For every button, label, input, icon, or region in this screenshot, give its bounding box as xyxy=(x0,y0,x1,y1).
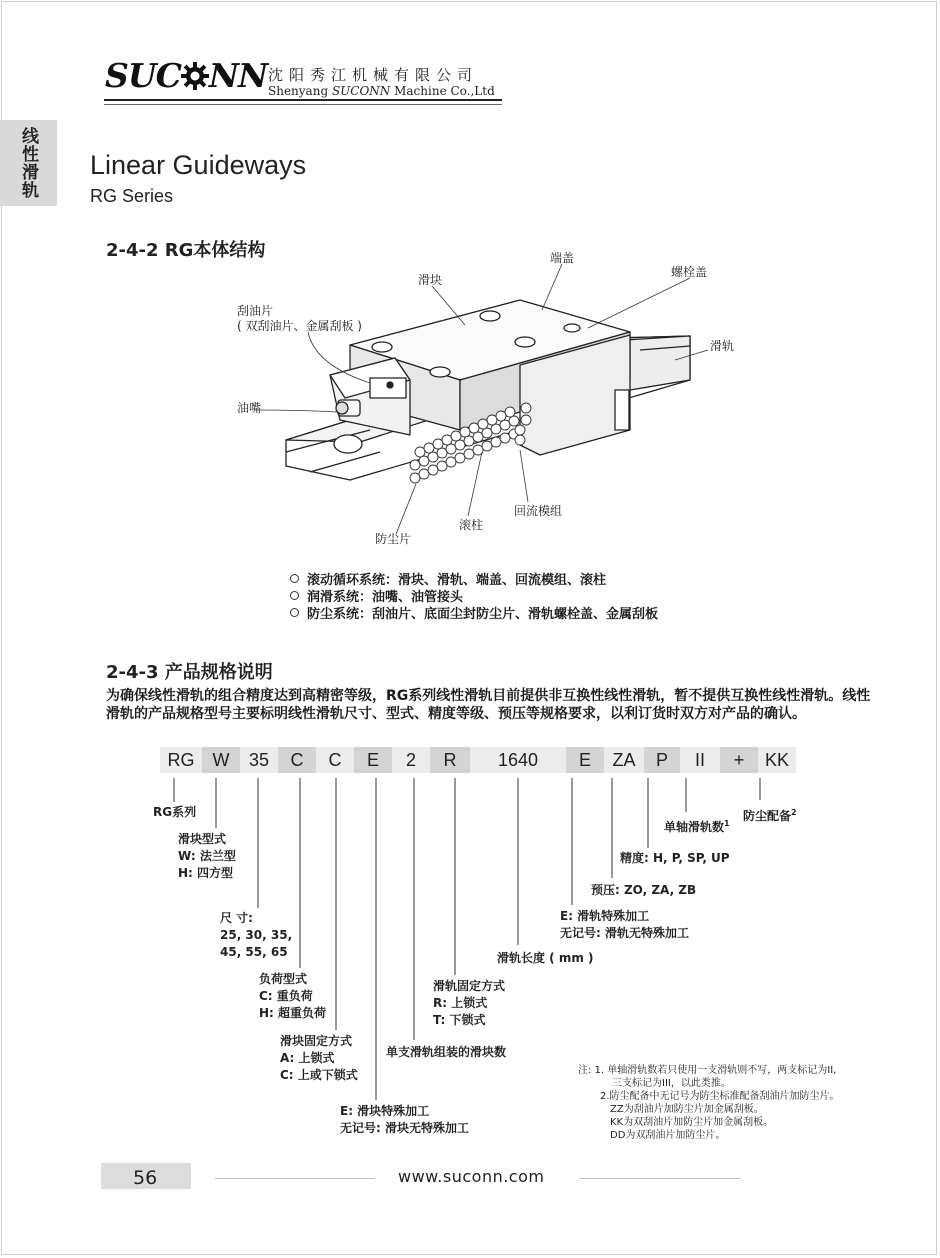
desc-line: 25, 30, 35, xyxy=(220,928,293,942)
desc-line: 滑轨固定方式 xyxy=(433,979,506,993)
footer-url[interactable]: www.suconn.com xyxy=(398,1167,545,1186)
spec-notes xyxy=(578,1064,840,1142)
desc-block-qty: 单支滑轨组装的滑块数 xyxy=(386,1045,507,1059)
label-seal: 防尘片 xyxy=(375,532,412,546)
code-cell: E xyxy=(354,747,392,773)
note-line: ZZ为刮油片加防尘片加金属刮板。 xyxy=(610,1104,764,1115)
note-line: KK为双刮油片加防尘片加金属刮板。 xyxy=(610,1117,774,1128)
company-name-en: Shenyang SUCONN Machine Co.,Ltd xyxy=(268,84,495,98)
desc-load-type xyxy=(259,971,326,1022)
label-rail: 滑轨 xyxy=(710,339,735,353)
bullet-item: 滚动循环系统：滑块、滑轨、端盖、回流模组、滚柱 xyxy=(290,572,658,589)
note-line: 2.防尘配备中无记号为防尘标准配备刮油片加防尘片。 xyxy=(600,1091,840,1102)
desc-rail-special xyxy=(560,908,689,942)
desc-rail-length: 滑轨长度 ( mm ) xyxy=(497,951,594,965)
page-subtitle: RG Series xyxy=(90,186,174,206)
label-scraper: 刮油片 xyxy=(237,304,274,318)
section-title-structure: 2-4-2 RG本体结构 xyxy=(106,240,266,261)
desc-line: A: 上锁式 xyxy=(280,1051,335,1065)
desc-line: R: 上锁式 xyxy=(433,996,488,1010)
code-cell: RG xyxy=(160,747,202,773)
desc-line: 负荷型式 xyxy=(259,972,308,986)
desc-line: H: 超重负荷 xyxy=(259,1006,327,1020)
desc-rg-series: RG系列 xyxy=(153,805,197,819)
desc-line: W: 法兰型 xyxy=(178,849,236,863)
desc-line: 45, 55, 65 xyxy=(220,945,288,959)
footer-rule-left xyxy=(215,1178,375,1179)
code-cell: + xyxy=(720,747,758,773)
page-title: Linear Guideways xyxy=(90,150,307,180)
desc-block-mount xyxy=(280,1033,358,1084)
code-cell: 1640 xyxy=(470,747,566,773)
label-scraper-note: ( 双刮油片、金属刮板 ) xyxy=(237,319,362,333)
desc-precision: 精度: H, P, SP, UP xyxy=(620,851,730,865)
label-bolt-cap: 螺栓盖 xyxy=(671,265,708,279)
code-cell: 35 xyxy=(240,747,278,773)
company-name-cn: 沈阳秀江机械有限公司 xyxy=(268,66,479,84)
code-cell: C xyxy=(278,747,316,773)
note-line: 三支标记为III，以此类推。 xyxy=(612,1078,731,1089)
desc-preload: 预压: ZO, ZA, ZB xyxy=(591,883,697,897)
label-grease-nipple: 油嘴 xyxy=(237,401,262,415)
desc-size xyxy=(220,910,292,961)
desc-block-type xyxy=(178,831,236,882)
code-cell: II xyxy=(680,747,720,773)
desc-line: C: 重负荷 xyxy=(259,989,313,1003)
footer-rule-right xyxy=(580,1178,740,1179)
desc-line: 无记号: 滑轨无特殊加工 xyxy=(560,926,689,940)
suconn-logo: SUC NN xyxy=(105,56,268,95)
bullet-item: 润滑系统：油嘴、油管接头 xyxy=(290,589,658,606)
desc-block-special xyxy=(340,1103,469,1137)
desc-line: E: 滑块特殊加工 xyxy=(340,1104,430,1118)
code-cell: R xyxy=(430,747,470,773)
label-end-cap: 端盖 xyxy=(550,251,575,265)
desc-rail-mount xyxy=(433,978,505,1029)
desc-line: 尺 寸: xyxy=(220,911,253,925)
section-title-spec: 2-4-3 产品规格说明 xyxy=(106,662,273,683)
page-number: 56 xyxy=(133,1167,158,1189)
code-cell: C xyxy=(316,747,354,773)
desc-line: T: 下锁式 xyxy=(433,1013,486,1027)
note-line: DD为双刮油片加防尘片。 xyxy=(610,1130,726,1141)
desc-line: 无记号: 滑块无特殊加工 xyxy=(340,1121,469,1135)
bullet-item: 防尘系统：刮油片、底面尘封防尘片、滑轨螺栓盖、金属刮板 xyxy=(290,606,658,623)
label-roller: 滚柱 xyxy=(459,518,484,532)
note-line: 注: 1. 单轴滑轨数若只使用一支滑轨则不写，两支标记为II, xyxy=(578,1065,837,1076)
label-recirc-module: 回流模组 xyxy=(514,504,563,518)
desc-dust-option: 防尘配备$^2$ xyxy=(743,808,797,823)
desc-line: E: 滑轨特殊加工 xyxy=(560,909,650,923)
desc-rails-per-axis: 单轴滑轨数$^1$ xyxy=(664,819,730,834)
desc-line: H: 四方型 xyxy=(178,866,234,880)
side-tab-label: 线性滑轨 xyxy=(18,127,38,199)
code-cell: 2 xyxy=(392,747,430,773)
code-cell: E xyxy=(566,747,604,773)
code-cell: P xyxy=(644,747,680,773)
code-cell: W xyxy=(202,747,240,773)
desc-line: 滑块型式 xyxy=(178,832,227,846)
desc-line: C: 上或下锁式 xyxy=(280,1068,358,1082)
label-slider: 滑块 xyxy=(418,273,443,287)
desc-line: 滑块固定方式 xyxy=(280,1034,353,1048)
code-cell: KK xyxy=(758,747,796,773)
spec-intro: 为确保线性滑轨的组合精度达到高精密等级，RG系列线性滑轨目前提供非互换性线性滑轨，暂不提供互换性线性滑轨。线性滑轨的产品规格型号主要标明线性滑轨尺寸、型式、精度等级、预压等规格要求，以利订货时双方对产品的确认。 xyxy=(106,688,871,722)
code-cell: ZA xyxy=(604,747,644,773)
